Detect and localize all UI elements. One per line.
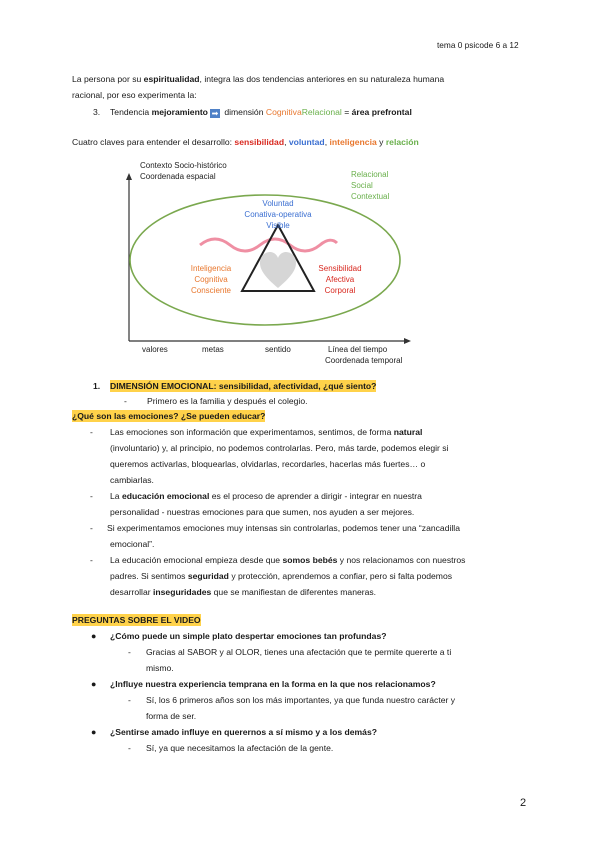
video-answer-2-line-1: Sí, los 6 primeros años son los más importantes, ya que funda nuestro carácter y: [146, 695, 456, 705]
video-section-title: PREGUNTAS SOBRE EL VIDEO: [72, 615, 201, 625]
intro-line-1: La persona por su espiritualidad, integra las dos tendencias anteriores en su naturaleza humana: [72, 74, 445, 84]
y-axis-label-2: Coordenada espacial: [140, 172, 216, 181]
dash-marker: -: [128, 743, 131, 753]
page-number: 2: [520, 797, 527, 809]
relacional-label-3: Contextual: [351, 192, 390, 201]
voluntad-label-2: Conativa-operativa: [244, 210, 312, 219]
b4-line-1: La educación emocional empieza desde que somos bebés y nos relacionamos con nuestros: [110, 555, 466, 565]
bullet-dot-icon: ●: [91, 679, 97, 689]
b2-line-2: personalidad - nuestras emociones para que sumen, nos ayuden a ser mejores.: [110, 507, 415, 517]
video-question-2: ¿Influye nuestra experiencia temprana en la forma en la que nos relacionamos?: [110, 679, 436, 689]
inteligencia-label-3: Consciente: [190, 286, 232, 295]
dash-marker: -: [90, 427, 93, 437]
video-answer-3-line-1: Sí, ya que necesitamos la afectación de la gente.: [146, 743, 334, 753]
b3-line-2: emocional”.: [110, 539, 155, 549]
sensibilidad-label-3: Corporal: [324, 286, 356, 295]
bullet-dot-icon: ●: [91, 631, 97, 641]
video-question-1: ¿Cómo puede un simple plato despertar emociones tan profundas?: [110, 631, 387, 641]
b1-line-3: queremos activarlas, bloquearlas, olvidarlas, recordarles, hacerlas más fuertes… o: [110, 459, 426, 469]
y-axis-arrow-icon: [126, 173, 132, 180]
b1-line-4: cambiarlas.: [110, 475, 154, 485]
dash-marker: -: [124, 396, 127, 406]
section-1-number: 1.: [93, 381, 101, 391]
x-axis-arrow-icon: [404, 338, 411, 344]
y-axis-label-1: Contexto Socio-histórico: [140, 161, 227, 170]
dash-marker: -: [90, 555, 93, 565]
bullet-dot-icon: ●: [91, 727, 97, 737]
section-1-subtitle: Primero es la familia y después el colegio.: [147, 396, 308, 406]
video-answer-2-line-2: forma de ser.: [146, 711, 197, 721]
dash-marker: -: [128, 695, 131, 705]
b3-line-1: Si experimentamos emociones muy intensas sin controlarlas, podemos tener una “zancadilla: [107, 523, 460, 533]
b2-line-1: La educación emocional es el proceso de aprender a dirigir - integrar en nuestra: [110, 491, 422, 501]
inteligencia-label-2: Cognitiva: [194, 275, 228, 284]
dash-marker: -: [128, 647, 131, 657]
b1-line-1: Las emociones son información que experimentamos, sentimos, de forma natural: [110, 427, 423, 437]
b4-line-2: padres. Si sentimos seguridad y protección, aprendemos a confiar, pero si falta podemos: [110, 571, 453, 581]
video-answer-1-line-1: Gracias al SABOR y al OLOR, tienes una afectación que te permite quererte a ti: [146, 647, 452, 657]
x-tick-valores: valores: [142, 345, 168, 354]
arrow-right-icon: ➡: [211, 109, 219, 118]
dash-marker: -: [90, 523, 93, 533]
development-diagram: [115, 155, 415, 370]
dash-marker: -: [90, 491, 93, 501]
intro-item-number: 3.: [93, 107, 101, 117]
relacional-label-2: Social: [351, 181, 373, 190]
section-1-question: ¿Qué son las emociones? ¿Se pueden educar?: [72, 411, 266, 421]
x-tick-metas: metas: [202, 345, 224, 354]
x-tick-sentido: sentido: [265, 345, 291, 354]
x-axis-label-1: Línea del tiempo: [328, 345, 388, 354]
intro-line-2: racional, por eso experimenta la:: [72, 90, 197, 100]
relacional-label-1: Relacional: [351, 170, 389, 179]
video-question-3: ¿Sentirse amado influye en querernos a sí mismo y a los demás?: [110, 727, 377, 737]
inteligencia-label-1: Inteligencia: [190, 264, 232, 273]
video-answer-1-line-2: mismo.: [146, 663, 174, 673]
x-axis-label-2: Coordenada temporal: [325, 356, 403, 365]
voluntad-label-3: Visible: [266, 221, 290, 230]
heart-icon: [260, 252, 296, 288]
b1-line-2: (involuntario) y, al principio, no podemos controlarlas. Pero, más tarde, podemos elegir si: [110, 443, 449, 453]
voluntad-label-1: Voluntad: [262, 199, 294, 208]
section-1-title: DIMENSIÓN EMOCIONAL: sensibilidad, afectividad, ¿qué siento?: [110, 381, 377, 391]
sensibilidad-label-1: Sensibilidad: [318, 264, 362, 273]
claves-line: Cuatro claves para entender el desarrollo: sensibilidad, voluntad, inteligencia y relación: [72, 137, 419, 147]
page-header: tema 0 psicode 6 a 12: [437, 40, 519, 50]
b4-line-3: desarrollar inseguridades que se manifiestan de diferentes maneras.: [110, 587, 377, 597]
intro-item-3: Tendencia mejoramiento ➡ dimensión CognitivaRelacional = área prefrontal: [110, 107, 412, 118]
sensibilidad-label-2: Afectiva: [325, 275, 355, 284]
